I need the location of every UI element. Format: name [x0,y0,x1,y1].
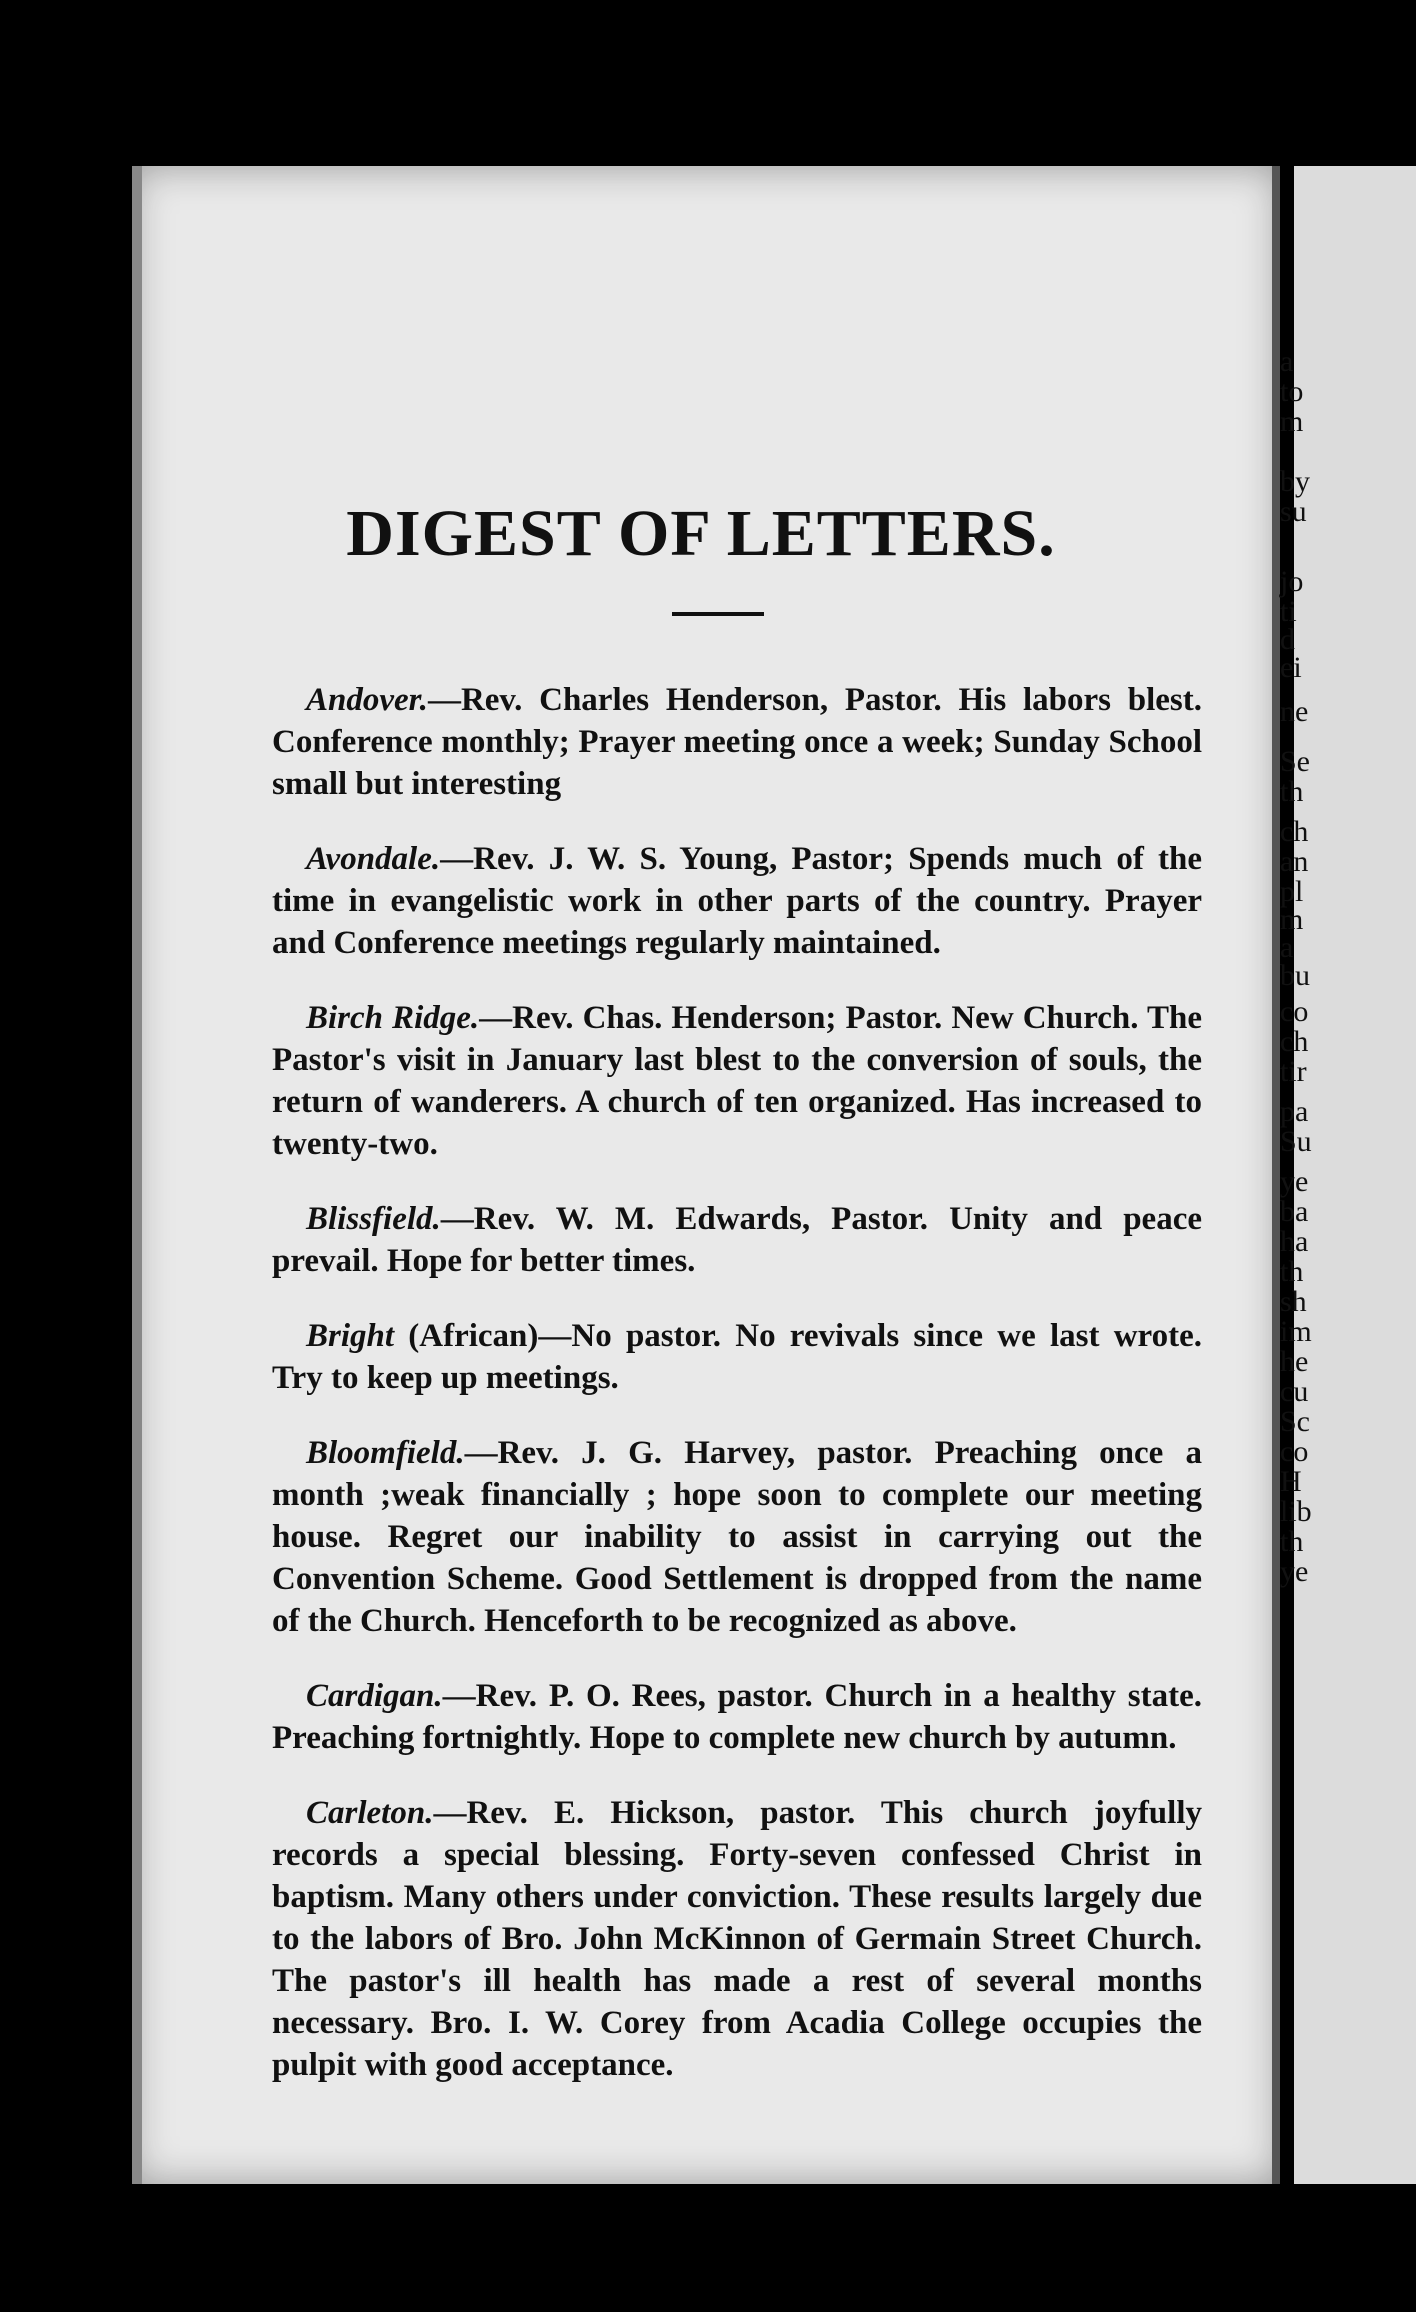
entry-place: Andover. [306,682,428,718]
adjacent-page-fragment: by [1280,465,1310,498]
adjacent-page-fragment: Se [1280,745,1310,778]
entry-text: —Rev. E. Hickson, pastor. This church joyfully records a special blessing. Forty-seven confessed Christ in baptism. Many others under conviction. These results largely due to the labors of Bro. John McKinnon of Germain Street Church. The pastor's ill health has made a rest of several months necessary. Bro. I. W. Corey from Acadia College occupies the pulpit with good acceptance. [272,1795,1202,2083]
page-title: DIGEST OF LETTERS. [346,497,1056,570]
entry-place: Bloomfield. [306,1435,465,1471]
page-left-edge [132,166,142,2184]
adjacent-page-fragment: cu [1280,1375,1309,1408]
adjacent-page-fragment: lib [1280,1495,1312,1528]
entry-text: —Rev. W. M. Edwards, Pastor. Unity and peace prevail. Hope for better times. [272,1201,1202,1279]
entry-text: —Rev. Charles Henderson, Pastor. His labors blest. Conference monthly; Prayer meeting once a week; Sunday School small but interesting [272,682,1202,802]
entry-text: (African)—No pastor. No revivals since we last wrote. Try to keep up meetings. [272,1318,1202,1396]
adjacent-page-fragment: su [1280,495,1307,528]
entry-place: Carleton. [306,1795,434,1831]
letter-entry [272,1792,1202,2086]
letter-entry [272,838,1202,964]
adjacent-page-fragment: ei [1280,651,1302,684]
entry-place: Birch Ridge. [306,1000,480,1036]
adjacent-page-fragment: ch [1280,1025,1309,1058]
entry-text: —Rev. J. G. Harvey, pastor. Preaching once a month ;weak financially ; hope soon to complete our meeting house. Regret our inability to assist in carrying out the Convention Scheme. Good Settlement is dropped from the name of the Church. Henceforth to be recognized as above. [272,1435,1202,1639]
letter-entry [272,997,1202,1165]
entry-text: —Rev. J. W. S. Young, Pastor; Spends much of the time in evangelistic work in other parts of the country. Prayer and Conference meetings regularly maintained. [272,841,1202,961]
entry-place: Blissfield. [306,1201,441,1237]
entry-place: Avondale. [306,841,441,877]
entry-text: —Rev. Chas. Henderson; Pastor. New Church. The Pastor's visit in January last blest to the conversion of souls, the return of wanderers. A church of ten organized. Has increased to twenty-two. [272,1000,1202,1162]
letter-entry [272,1198,1202,1282]
letter-entry [272,1315,1202,1399]
adjacent-page-fragment: ba [1280,1195,1309,1228]
adjacent-page-fragment: ch [1280,815,1309,848]
adjacent-page-fragment: m [1280,903,1304,936]
adjacent-page-fragment: co [1280,995,1309,1028]
page-right-edge [1272,166,1280,2184]
letters-list [272,646,1202,2114]
entry-place: Cardigan. [306,1678,443,1714]
adjacent-page-fragment: ye [1280,1555,1309,1588]
adjacent-page-fragment: im [1280,1315,1312,1348]
adjacent-page-fragment: tir [1280,1055,1307,1088]
adjacent-page-fragment: co [1280,1435,1309,1468]
adjacent-page-fragment: ha [1280,1225,1309,1258]
adjacent-page-fragment: Su [1280,1125,1312,1158]
adjacent-page-fragment: an [1280,845,1309,878]
letter-entry [272,1675,1202,1759]
letter-entry [272,679,1202,805]
adjacent-page-fragment: m [1280,405,1304,438]
adjacent-page-edge [1280,166,1416,2184]
adjacent-page-fragment: bu [1280,959,1310,992]
adjacent-page-fragment: th [1280,1255,1304,1288]
entry-place: Bright [306,1318,395,1354]
adjacent-page-fragment: ne [1280,695,1309,728]
adjacent-page-fragment: Sc [1280,1405,1310,1438]
entry-text: —Rev. P. O. Rees, pastor. Church in a healthy state. Preaching fortnightly. Hope to complete new church by autumn. [272,1678,1202,1756]
adjacent-page-fragment: sh [1280,1285,1307,1318]
adjacent-page-fragment: ye [1280,1165,1309,1198]
document-page [132,166,1280,2184]
adjacent-page-fragment: a [1280,931,1294,964]
adjacent-page-fragment: th [1280,775,1304,808]
title-divider [672,612,764,616]
letter-entry [272,1432,1202,1642]
adjacent-page-fragment: H [1280,1465,1302,1498]
adjacent-page-fragment: ti [1280,595,1297,628]
adjacent-page-fragment: pa [1280,1095,1309,1128]
adjacent-page-fragment: th [1280,1525,1304,1558]
adjacent-page-fragment: pl [1280,875,1304,908]
adjacent-page-fragment: to [1280,375,1304,408]
adjacent-page-fragment: he [1280,1345,1309,1378]
adjacent-page-fragment: d [1280,623,1295,656]
adjacent-page-fragment: a [1280,345,1294,378]
adjacent-page-fragment: jo [1280,565,1304,598]
